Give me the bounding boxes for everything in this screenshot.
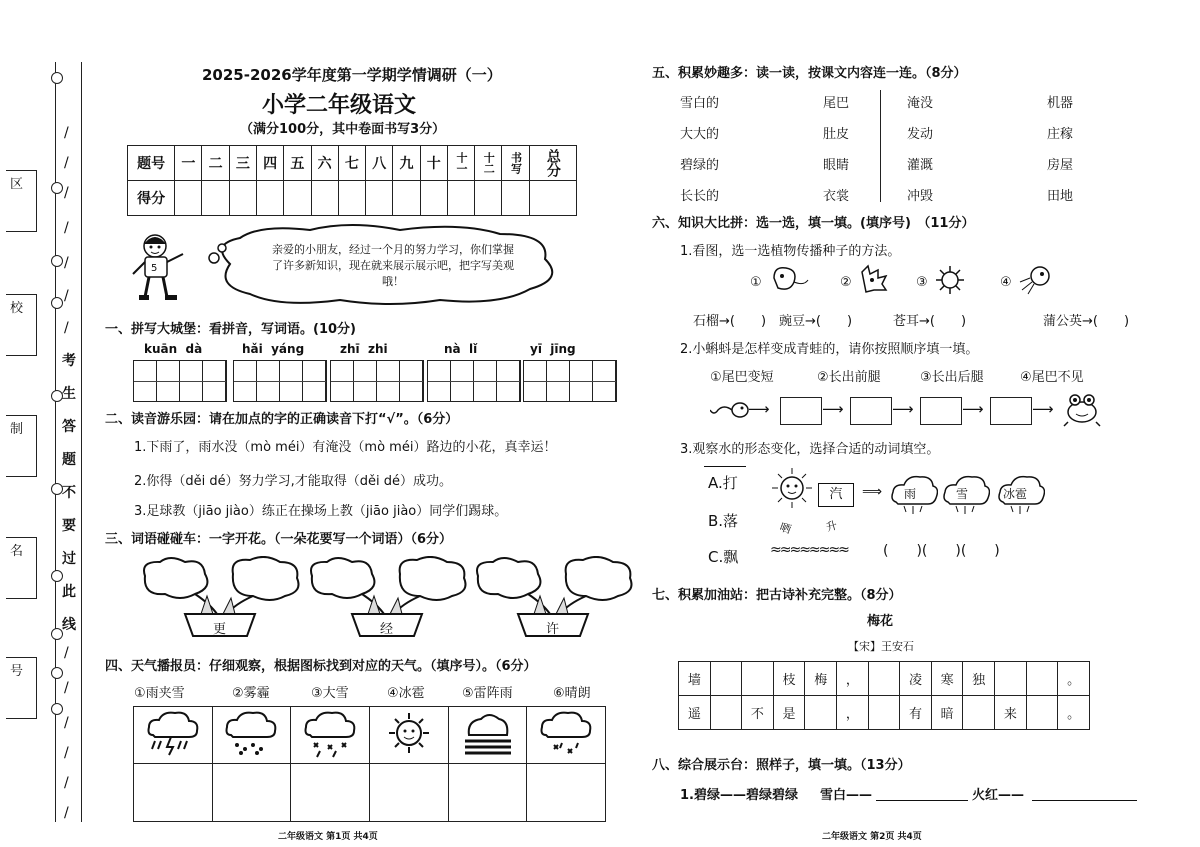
vapor-box: 汽 [818, 483, 854, 507]
section-1-title: 一、拼写大城堡：看拼音，写词语。(10分) [105, 322, 356, 337]
pinyin-label: yī jīng [530, 342, 576, 356]
label-class: 制 [10, 422, 24, 437]
poem-char: 寒 [931, 662, 963, 696]
poem-blank-cell[interactable] [710, 662, 741, 696]
section-3-title: 三、词语碰碰车：一字开花。（一朵花要写一个词语）（6分） [105, 532, 453, 547]
match-word[interactable]: 田地 [1047, 189, 1074, 204]
weather-option: ①雨夹雪 [134, 686, 185, 701]
score-input-cell[interactable] [447, 181, 474, 216]
match-word[interactable]: 机器 [1047, 96, 1074, 111]
intro-message: 亲爱的小朋友，经过一个月的努力学习，你们掌握了许多新知识，现在就来展示展示吧，把字写美观哦！ [272, 243, 514, 288]
seed-option-number: ② [840, 275, 852, 290]
grid-midline [524, 381, 616, 382]
tadpole-icon [710, 398, 750, 426]
arrow-icon: ⟶ [892, 400, 914, 418]
binding-warning-char: 题 [62, 452, 76, 468]
weather-option: ④冰雹 [387, 686, 425, 701]
score-input-cell[interactable] [202, 181, 229, 216]
poem-blank-cell[interactable] [1026, 662, 1057, 696]
poem-blank-cell[interactable] [868, 696, 899, 730]
match-word[interactable]: 淹没 [907, 96, 934, 111]
water-waves-icon: ≈≈≈≈≈≈≈≈ [770, 542, 848, 558]
tadpole-step: ①尾巴变短 [710, 370, 774, 385]
weather-option: ②雾霾 [232, 686, 270, 701]
plant-blank[interactable]: 石榴→( ) [693, 314, 767, 329]
poem-blank-cell[interactable] [1026, 696, 1057, 730]
label-district: 区 [10, 177, 24, 192]
s2-item-3[interactable]: 3.足球教（jiāo jiào）练正在操场上教（jiāo jiào）同学们踢球。 [134, 504, 508, 519]
exam-subject: 小学二年级语文 [262, 93, 417, 118]
binding-hole [51, 703, 63, 715]
pinyin-label: hǎi yáng [242, 342, 305, 356]
weather-answer-cell[interactable] [448, 764, 527, 822]
plant-blank[interactable]: 蒲公英→( ) [1043, 314, 1130, 329]
score-header-cell: 十 [420, 146, 447, 181]
binding-hole [51, 297, 63, 309]
exam-title-line: 2025-2026学年度第一学期学情调研（一） [202, 66, 502, 84]
binding-slash: / [64, 288, 69, 304]
match-word[interactable]: 长长的 [680, 189, 720, 204]
binding-slash: / [64, 220, 69, 236]
poem-char: 来 [995, 696, 1027, 730]
score-header-cell: 题号 [128, 146, 175, 181]
poem-blank-cell[interactable] [868, 662, 899, 696]
flower-pot [135, 556, 305, 640]
binding-warning-char: 线 [62, 617, 76, 633]
s6-q3: 3.观察水的形态变化，选择合适的动词填空。 [680, 442, 940, 457]
plant-blank[interactable]: 苍耳→( ) [893, 314, 967, 329]
s8-blank-2-line[interactable] [1032, 800, 1137, 801]
score-input-cell[interactable] [338, 181, 365, 216]
s6-q1: 1.看图，选一选植物传播种子的方法。 [680, 244, 901, 259]
binding-warning-char: 过 [62, 551, 76, 567]
poem-blank-cell[interactable] [710, 696, 741, 730]
s2-item-1[interactable]: 1.下雨了，雨水没（mò méi）有淹没（mò méi）路边的小花，真幸运！ [134, 440, 557, 455]
score-header-cell: 总分 [529, 146, 576, 181]
weather-option: ⑤雷阵雨 [462, 686, 513, 701]
binding-slash: / [64, 805, 69, 821]
score-header-cell: 五 [284, 146, 311, 181]
binding-slash: / [64, 255, 69, 271]
sun-face-icon [770, 466, 814, 514]
s8-example: 1.碧绿——碧绿碧绿 [680, 788, 798, 803]
match-word[interactable]: 庄稼 [1047, 127, 1074, 142]
verb-option: A.打 [708, 474, 738, 492]
grid-midline [428, 381, 520, 382]
score-input-cell[interactable] [475, 181, 502, 216]
binding-warning-char: 考 [62, 353, 76, 369]
grid-midline [134, 381, 226, 382]
binding-warning-char: 此 [62, 584, 76, 600]
sleet-icon [527, 707, 606, 764]
match-word[interactable]: 大大的 [680, 127, 720, 142]
score-input-cell[interactable] [311, 181, 338, 216]
match-word[interactable]: 肚皮 [823, 127, 850, 142]
boy-illustration [125, 232, 195, 304]
writing-grid[interactable] [233, 360, 327, 402]
verb-blanks[interactable]: ( )( )( ) [883, 543, 1000, 559]
fog-icon [448, 707, 527, 764]
binding-warning-char: 不 [62, 485, 76, 501]
poem-blank-cell[interactable] [742, 662, 774, 696]
hail-icon [212, 707, 291, 764]
score-input-cell[interactable] [229, 181, 256, 216]
label-school: 校 [10, 301, 24, 316]
binding-hole [51, 182, 63, 194]
score-header-cell: 七 [338, 146, 365, 181]
exam-note: （满分100分，其中卷面书写3分） [240, 122, 446, 137]
arrow-icon: ⟶ [1032, 400, 1054, 418]
match-word[interactable]: 雪白的 [680, 96, 720, 111]
binding-slash: / [64, 680, 69, 696]
section-6-title: 六、知识大比拼：选一选，填一填。(填序号) （11分） [652, 216, 975, 231]
section-8-title: 八、综合展示台：照样子，填一填。（13分） [652, 758, 911, 773]
binding-slash: / [64, 645, 69, 661]
writing-grid[interactable] [133, 360, 227, 402]
pinyin-label: kuān dà [144, 342, 203, 356]
double-arrow-icon: ⟹ [862, 484, 883, 500]
section-4-title: 四、天气播报员：仔细观察，根据图标找到对应的天气。（填序号）。（6分） [105, 659, 537, 674]
match-word[interactable]: 灌溉 [907, 158, 934, 173]
weather-option: ③大雪 [311, 686, 349, 701]
score-header-cell: 二 [202, 146, 229, 181]
binding-slash: / [64, 125, 69, 141]
poem-char: 暗 [931, 696, 963, 730]
sequence-box[interactable] [780, 397, 822, 425]
score-header-cell: 九 [393, 146, 420, 181]
score-input-cell[interactable] [366, 181, 393, 216]
plant-blank[interactable]: 豌豆→( ) [779, 314, 853, 329]
match-word[interactable]: 衣裳 [823, 189, 850, 204]
water-form-label: 雪 [956, 487, 969, 501]
footer-right: 二年级语文 第2页 共4页 [822, 832, 922, 842]
score-input-cell[interactable] [420, 181, 447, 216]
score-row-label: 得分 [128, 181, 175, 216]
pot-character: 许 [546, 622, 560, 637]
binding-hole [51, 667, 63, 679]
rise-label: 升 [824, 518, 839, 535]
poem-char: 遥 [679, 696, 711, 730]
weather-answer-cell[interactable] [291, 764, 370, 822]
weather-answer-cell[interactable] [212, 764, 291, 822]
weather-answer-cell[interactable] [527, 764, 606, 822]
tadpole-step: ④尾巴不见 [1020, 370, 1084, 385]
binding-slash: / [64, 775, 69, 791]
binding-hole [51, 255, 63, 267]
pinyin-label: zhī zhi [340, 342, 388, 356]
writing-grid[interactable] [330, 360, 424, 402]
score-input-cell[interactable] [257, 181, 284, 216]
poem-blank-cell[interactable] [805, 696, 837, 730]
binding-warning-char: 答 [62, 419, 76, 435]
weather-answer-cell[interactable] [134, 764, 213, 822]
s8-blank-1-label: 雪白—— [820, 788, 873, 803]
s8-blank-1-line[interactable] [876, 800, 968, 801]
match-word[interactable]: 房屋 [1047, 158, 1074, 173]
poem-blank-cell[interactable] [995, 662, 1027, 696]
dandelion-icon [930, 262, 976, 302]
heavy-snow-icon [291, 707, 370, 764]
binding-slash: / [64, 185, 69, 201]
pinyin-label: nà lǐ [444, 342, 478, 356]
verb-option: B.落 [708, 512, 739, 530]
poem-char: ， [837, 662, 869, 696]
score-header-cell: 六 [311, 146, 338, 181]
poem-char: 枝 [773, 662, 805, 696]
s6-q2: 2.小蝌蚪是怎样变成青蛙的，请你按照顺序填一填。 [680, 342, 979, 357]
score-header-cell: 一 [175, 146, 202, 181]
seed-option-number: ① [750, 275, 762, 290]
grid-midline [234, 381, 326, 382]
poem-char: 。 [1058, 662, 1090, 696]
match-word[interactable]: 眼睛 [823, 158, 850, 173]
poem-char: 墙 [679, 662, 711, 696]
match-word[interactable]: 碧绿的 [680, 158, 720, 173]
binding-slash: / [64, 715, 69, 731]
svg-text:5: 5 [151, 263, 158, 274]
label-name: 名 [10, 544, 24, 559]
section-5-title: 五、积累妙趣多：读一读，按课文内容连一连。（8分） [652, 66, 967, 81]
thunderstorm-icon [134, 707, 213, 764]
footer-left: 二年级语文 第1页 共4页 [278, 832, 378, 842]
arrow-icon: ⟶ [748, 400, 770, 418]
match-word[interactable]: 冲毁 [907, 189, 934, 204]
score-header-cell: 八 [366, 146, 393, 181]
sequence-box[interactable] [990, 397, 1032, 425]
score-table [127, 145, 577, 216]
bird-icon [1014, 262, 1060, 302]
poem-char: ， [837, 696, 869, 730]
poem-title: 梅花 [867, 614, 894, 629]
poem-grid [678, 661, 1090, 730]
water-form-label: 冰雹 [1003, 487, 1028, 501]
score-header-cell: 三 [229, 146, 256, 181]
section-7-title: 七、积累加油站：把古诗补充完整。（8分） [652, 588, 902, 603]
score-input-cell[interactable] [175, 181, 202, 216]
poem-char: 。 [1058, 696, 1090, 730]
sequence-box[interactable] [920, 397, 962, 425]
match-word[interactable]: 尾巴 [823, 96, 850, 111]
weather-option: ⑥晴朗 [553, 686, 591, 701]
evaporate-label: 晒 [777, 520, 793, 537]
section-2-title: 二、读音游乐园：请在加点的字的正确读音下打“√”。（6分） [105, 412, 459, 427]
score-header-cell: 四 [257, 146, 284, 181]
writing-grid[interactable] [523, 360, 617, 402]
burr-icon [854, 262, 900, 302]
binding-slash: / [64, 745, 69, 761]
binding-warning-char: 生 [62, 386, 76, 402]
binding-hole [51, 72, 63, 84]
pot-character: 更 [213, 622, 227, 637]
match-word[interactable]: 发动 [907, 127, 934, 142]
arrow-icon: ⟶ [822, 400, 844, 418]
poem-char: 是 [773, 696, 805, 730]
tadpole-step: ③长出后腿 [920, 370, 984, 385]
score-header-cell: 十一 [447, 146, 474, 181]
score-header-cell: 十二 [475, 146, 502, 181]
poem-char: 有 [900, 696, 932, 730]
score-input-cell[interactable] [393, 181, 420, 216]
seed-option-number: ③ [916, 275, 928, 290]
frog-icon [1062, 388, 1102, 432]
poem-char: 梅 [805, 662, 837, 696]
score-input-cell[interactable] [284, 181, 311, 216]
poem-char: 独 [963, 662, 995, 696]
arrow-icon: ⟶ [962, 400, 984, 418]
poem-blank-cell[interactable] [963, 696, 995, 730]
sequence-box[interactable] [850, 397, 892, 425]
weather-answer-cell[interactable] [369, 764, 448, 822]
binding-slash: / [64, 320, 69, 336]
score-header-cell: 书写 [502, 146, 529, 181]
s2-item-2[interactable]: 2.你得（děi dé）努力学习,才能取得（děi dé）成功。 [134, 474, 453, 489]
poem-char: 不 [742, 696, 774, 730]
score-input-cell[interactable] [502, 181, 529, 216]
tadpole-step: ②长出前腿 [817, 370, 881, 385]
grid-midline [331, 381, 423, 382]
verb-option: C.飘 [708, 548, 739, 566]
label-number: 号 [10, 664, 24, 679]
flower-pot [302, 556, 472, 640]
binding-slash: / [64, 155, 69, 171]
poem-author: 【宋】王安石 [848, 640, 914, 653]
seed-option-number: ④ [1000, 275, 1012, 290]
score-input-cell[interactable] [529, 181, 576, 216]
pot-character: 经 [380, 622, 394, 637]
pea-pod-icon [764, 262, 810, 302]
flower-pot [468, 556, 638, 640]
poem-char: 凌 [900, 662, 932, 696]
writing-grid[interactable] [427, 360, 521, 402]
sun-icon [369, 707, 448, 764]
binding-warning-char: 要 [62, 518, 76, 534]
s8-blank-2-label: 火红—— [972, 788, 1025, 803]
water-form-label: 雨 [904, 487, 917, 501]
weather-table [133, 706, 606, 822]
